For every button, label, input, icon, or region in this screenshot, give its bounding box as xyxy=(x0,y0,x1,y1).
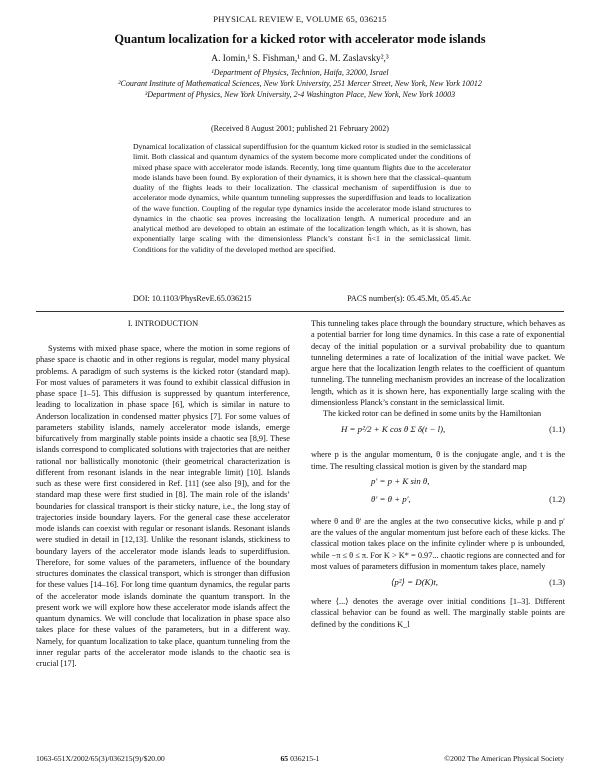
pacs-numbers: PACS number(s): 05.45.Mt, 05.45.Ac xyxy=(347,294,471,303)
equation-1-2-line-2: θ′ = θ + p′, xyxy=(371,493,411,504)
intro-paragraph: Systems with mixed phase space, where the motion in some regions of phase space is chaotic and in other regions is regular, model many physical problems. A paradigm of such systems is the kicked rotor (standard map). For most values of parameters it was found to exhibit classical diffusion in phase space [1–5]. This diffusion is suppressed by quantum interference, leading to localization in phase space [6], which is similar in nature to Anderson localization in condensed matter physics [7]. For some values of parameters stability islands, namely accelerator mode islands, emerge bifurcatively from marginally stable points inside a chaotic sea [8,9]. These islands correspond to complicated solutions with trajectories that are neither rational nor ballistically monotonic (their geometrical characterization is different from resonant islands in the near integrable limit) [10]. Islands such as these were first considered in Ref. [11] (see also [9]), and for the standard map these were first studied in [8]. The main role of the islands’ boundaries for classical transport is their sticky nature, i.e., the long stay of trajectories inside boundary layers. For the general case these accelerator mode islands can coexist with regular or resonant islands. Resonant islands were studied in detail in [12,13]. Unlike the resonant islands, stickiness to boundary layers of the accelerator mode islands leads to superdiffusion. Therefore, for some values of the parameters, influence of the boundary structures dominates the classical transport, which is stronger than diffusion for these values [14–16]. For long time quantum dynamics, the regular parts of the accelerator mode islands dominate the quantum transport. In the present work we will explore how these accelerator mode islands affect the quantum dynamics. We will conclude that localization in phase space also takes place for these values of the parameters, but in a different way. Namely, for quantum localization to take place, quantum tunneling from the inner regular parts of the accelerator mode islands to the chaotic sea is crucial [17]. xyxy=(36,344,290,668)
received-date: (Received 8 August 2001; published 21 February 2002) xyxy=(211,124,389,133)
paper-title: Quantum localization for a kicked rotor with accelerator mode islands xyxy=(114,32,486,46)
footer-volume: 65 xyxy=(280,754,289,763)
abstract: Dynamical localization of classical superdiffusion for the quantum kicked rotor is studied in the semiclassical limit. Both classical and quantum dynamics of the system become more complicated under the conditions of mixed phase space with accelerator mode islands. Recently, long time quantum flights due to the accelerator mode islands have been found. By exploration of their dynamics, it is shown here that the classical–quantum duality of the flights leads to their localization. The classical mechanism of superdiffusion is due to accelerator mode dynamics, while quantum tunneling suppresses the superdiffusion and leads to localization of the wave function. Coupling of the regular type dynamics inside the accelerator mode island structures to dynamics in the chaotic sea proves increasing the localization length. A numerical procedure and an analytical method are developed to obtain an estimate of the localization length which, as it is shown, has exponentially large scaling with the dimensionless Planck’s constant h̃<1 in the semiclassical limit. Conditions for the validity of the developed method are specified. xyxy=(133,142,471,254)
equation-1-3 xyxy=(311,572,565,596)
affiliation-2: ²Courant Institute of Mathematical Sciences, New York University, 251 Mercer Street, New York, New York 10012 xyxy=(118,79,482,88)
right-paragraph-1: This tunneling takes place through the boundary structure, which behaves as a potential barrier for long time dynamics. In this case a rate of exponential decay of the initial population or a survival probability due to quantum tunneling determines a rate of localization of the initial wave packet. We argue here that the localization length relates to the coefficient of quantum tunneling. The tunneling mechanism provides an increase of the localization length, which as it is shown here, has exponentially large scaling with the dimensionless Planck’s constant in the semiclassical limit. xyxy=(311,319,565,407)
equation-1-3-expression: ⟨p²⟩ = D(K)t, xyxy=(391,577,438,587)
running-head: PHYSICAL REVIEW E, VOLUME 65, 036215 xyxy=(213,14,387,24)
affiliation-1: ¹Department of Physics, Technion, Haifa, 32000, Israel xyxy=(211,68,389,77)
equation-1-1 xyxy=(311,419,565,449)
equation-1-3-number: (1.3) xyxy=(549,578,565,587)
right-paragraph-2: The kicked rotor can be defined in some units by the Hamiltonian xyxy=(323,409,542,418)
footer-issn: 1063-651X/2002/65(3)/036215(9)/$20.00 xyxy=(36,754,165,763)
footer-copyright: ©2002 The American Physical Society xyxy=(444,754,564,763)
right-paragraph-4: where θ and θ′ are the angles at the two consecutive kicks, while p and p′ are the values of the angular momentum just before each of these kicks. The classical motion takes place on the infinite cylinder where p is unbounded, while −π ≤ θ ≤ π. For K > K* = 0.97... chaotic regions are connected and for most values of parameters diffusion in momentum takes place, namely xyxy=(311,516,565,571)
equation-1-1-expression: H = p²/2 + K cos θ Σ δ(t − l), xyxy=(341,424,446,435)
author-list: A. Iomin,¹ S. Fishman,¹ and G. M. Zaslavsky²,³ xyxy=(211,54,389,64)
footer-article-id: 036215-1 xyxy=(288,754,320,763)
header-divider xyxy=(36,311,564,312)
right-column xyxy=(311,318,565,630)
right-paragraph-3: where p is the angular momentum, θ is the conjugate angle, and t is the time. The resulting classical motion is given by the standard map xyxy=(311,450,565,471)
left-column xyxy=(36,318,290,669)
right-paragraph-5: where ⟨...⟩ denotes the average over initial conditions [1–3]. Different classical behavior can be found as well. The marginally stable points are defined by the conditions K_l xyxy=(311,597,565,629)
equation-1-2-line-1: p′ = p + K sin θ, xyxy=(371,475,430,486)
equation-1-2 xyxy=(311,472,565,516)
doi-line: DOI: 10.1103/PhysRevE.65.036215 xyxy=(133,294,252,303)
equation-1-1-number: (1.1) xyxy=(549,425,565,435)
section-heading: I. INTRODUCTION xyxy=(127,319,199,328)
equation-1-2-number: (1.2) xyxy=(549,494,565,504)
affiliation-3: ³Department of Physics, New York University, 2-4 Washington Place, New York, New York 10003 xyxy=(144,90,456,99)
